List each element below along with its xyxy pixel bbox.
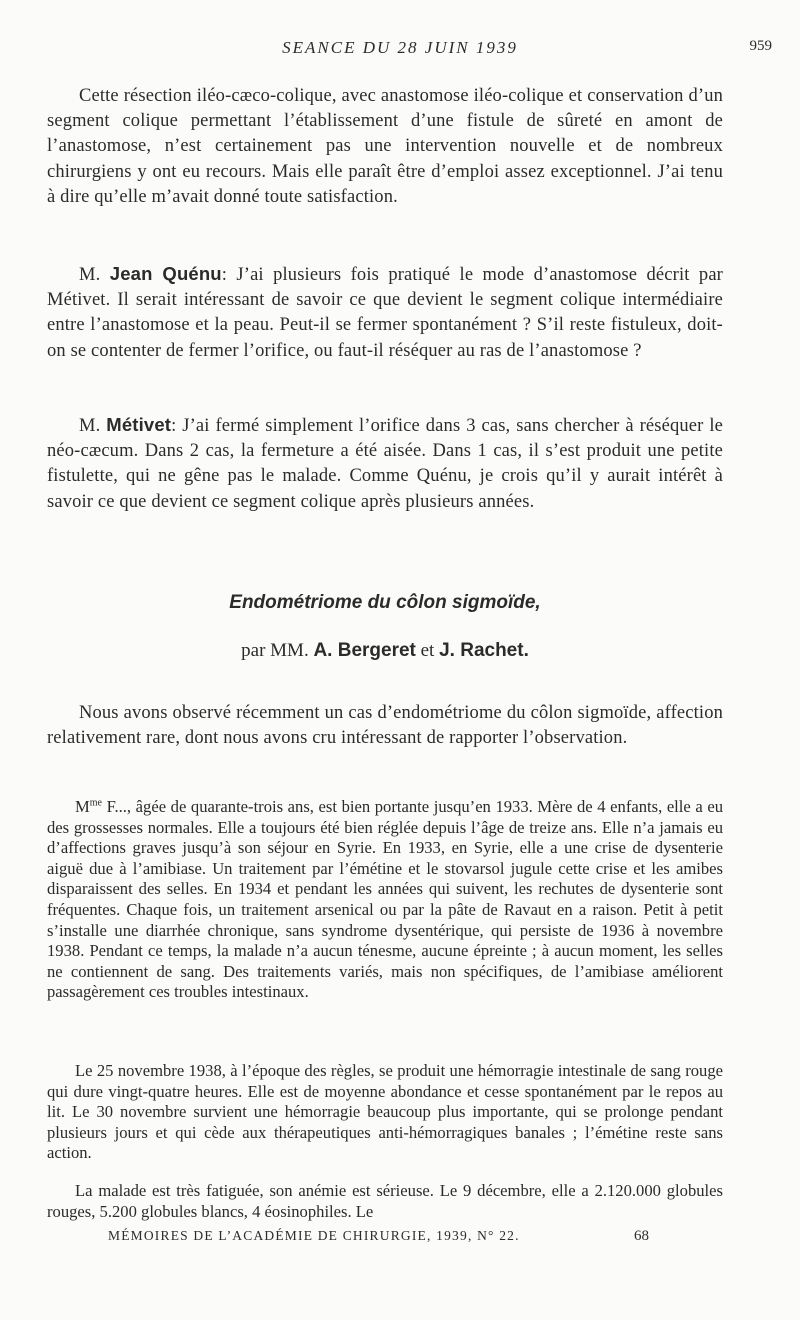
footer-journal: MÉMOIRES DE L’ACADÉMIE DE CHIRURGIE, 1939, N° 22. bbox=[108, 1228, 520, 1243]
author-rachet: J. Rachet. bbox=[439, 640, 529, 661]
case-paragraph-hemorrhage: Le 25 novembre 1938, à l’époque des règles, se produit une hémorragie intestinale de sang rouge qui dure vingt-quatre heures. Elle est de moyenne abondance et cesse spontanément par le repos au lit. Le 30 novembre survient une hémorragie beaucoup plus importante, qui se prolonge pendant plusieurs jours et qui cède aux thérapeutiques anti-hémorragiques banales ; l’émétine reste sans action. bbox=[47, 1061, 723, 1163]
page-footer bbox=[0, 1228, 800, 1250]
speaker-text: : J’ai plusieurs fois pratiqué le mode d’anastomose décrit par Métivet. Il serait intéressant de savoir ce que devient le segment colique intermédiaire entre l’anastomose et la peau. Peut-il se fermer spontanément ? S’il reste fistuleux, doit-on se contenter de fermer l’orifice, ou faut-il réséquer au ras de l’anastomose ? bbox=[47, 265, 723, 361]
page-number: 959 bbox=[749, 38, 772, 54]
section-title: Endométriome du côlon sigmoïde, bbox=[229, 592, 541, 613]
paragraph-quenu bbox=[47, 261, 723, 364]
speaker-text: : J’ai fermé simplement l’orifice dans 3 cas, sans chercher à réséquer le néo-cæcum. Dans 2 cas, la fermeture a été aisée. Dans 1 cas, il s’est produit une petite fistulette, qui ne gêne pas le malade. Comme Quénu, je crois qu’il y aurait intérêt à savoir ce que devient ce segment colique après plusieurs années. bbox=[47, 416, 723, 512]
speaker-title: M. bbox=[79, 265, 101, 285]
patient-title-sup: me bbox=[89, 797, 102, 809]
paragraph-intro: Nous avons observé récemment un cas d’endométriome du côlon sigmoïde, affection relativement rare, dont nous avons cru intéressant de rapporter l’observation. bbox=[47, 703, 723, 749]
speaker-name: Jean Quénu bbox=[109, 263, 222, 284]
running-head bbox=[0, 38, 800, 62]
speaker-title: M. bbox=[79, 416, 101, 436]
paragraph-resection: Cette résection iléo-cæco-colique, avec anastomose iléo-colique et conservation d’un segment colique permettant l’établissement d’une fistule de sûreté en amont de l’anastomose, n’est certainement pas une intervention nouvelle et de nombreux chirurgiens y ont eu recours. Mais elle paraît être d’emploi assez exceptionnel. J’ai tenu à dire qu’elle m’avait donné toute satisfaction. bbox=[47, 86, 723, 207]
author-bergeret: A. Bergeret bbox=[313, 640, 416, 661]
authors-by: par MM. bbox=[241, 640, 309, 661]
paragraph-metivet bbox=[47, 412, 723, 515]
case-paragraph-history bbox=[47, 797, 723, 1003]
authors-and: et bbox=[420, 640, 435, 661]
speaker-name: Métivet bbox=[106, 414, 172, 435]
case-history-text: F..., âgée de quarante-trois ans, est bien portante jusqu’en 1933. Mère de 4 enfants, elle a eu des grossesses normales. Elle a toujours été bien réglée depuis l’âge de treize ans. Elle n’a jamais eu d’affections graves jusqu’à son séjour en Syrie. En 1933, en Syrie, elle a une crise de dysenterie aiguë due à l’amibiase. Un traitement par l’émétine et le stovarsol jugule cette crise et les amibes disparaissent des selles. En 1934 et pendant les années qui suivent, les rechutes de dysenterie sont fréquentes. Chaque fois, un traitement arsenical ou par la pâte de Ravaut en a raison. Petit à petit s’installe une diarrhée chronique, sans syndrome dysentérique, qui persiste de 1936 à novembre 1938. Pendant ce temps, la malade n’a aucun ténesme, aucune épreinte ; à aucun moment, les selles ne contiennent de sang. Des traitements variés, mais non spécifiques, de l’amibiase améliorent passagèrement ces troubles intestinaux. bbox=[47, 797, 723, 1002]
running-title: SEANCE DU 28 JUIN 1939 bbox=[282, 38, 518, 57]
patient-title: M bbox=[75, 797, 90, 816]
case-paragraph-anemia: La malade est très fatiguée, son anémie est sérieuse. Le 9 décembre, elle a 2.120.000 globules rouges, 5.200 globules blancs, 4 éosinophiles. Le bbox=[47, 1181, 723, 1221]
authors-line bbox=[0, 640, 770, 662]
footer-sheet-number: 68 bbox=[634, 1228, 649, 1244]
